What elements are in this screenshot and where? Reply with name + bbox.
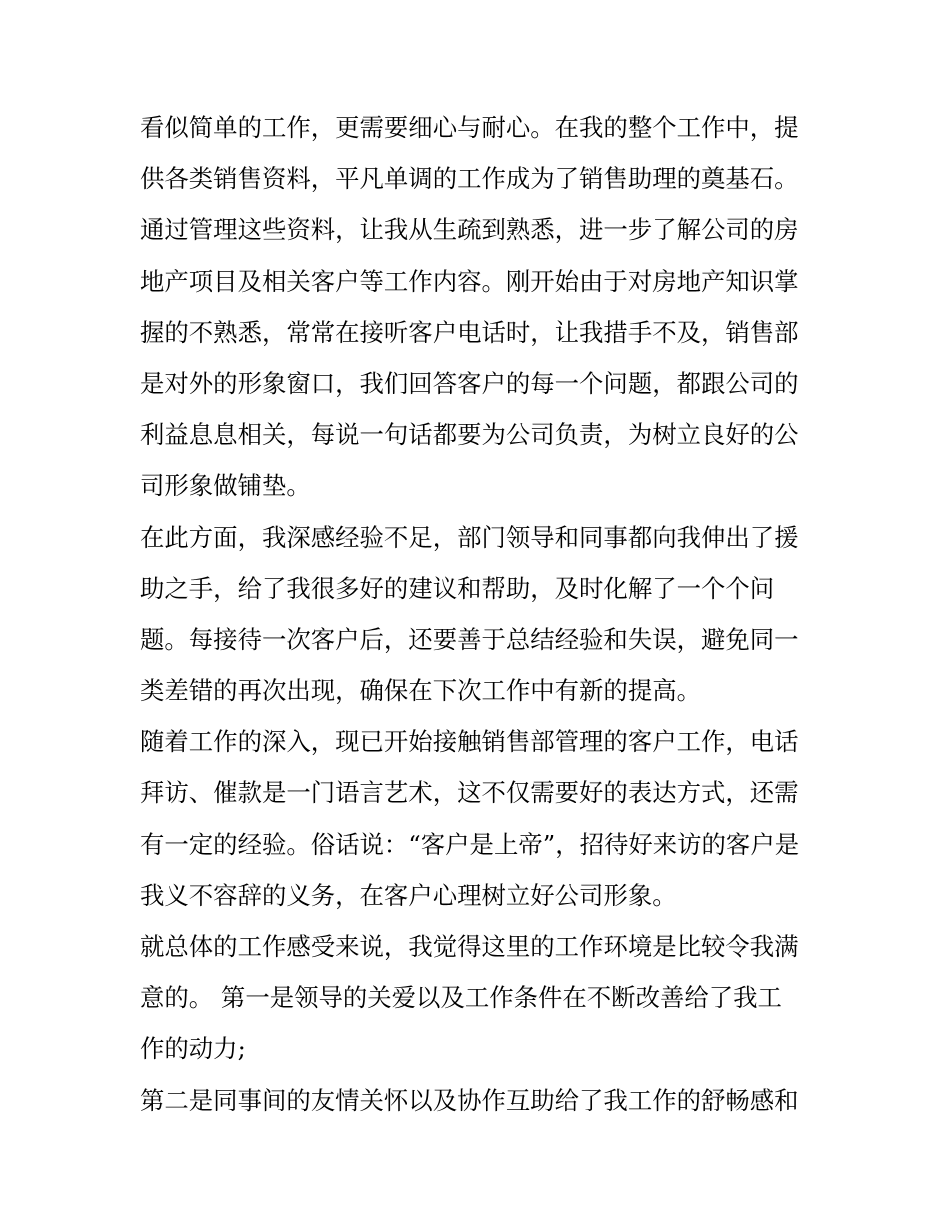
text-line: 在此方面，我深感经验不足，部门领导和同事都向我伸出了援	[140, 522, 799, 552]
body-text	[140, 102, 820, 1126]
text-line: 类差错的再次出现，确保在下次工作中有新的提高。	[140, 676, 701, 706]
text-line: 利益息息相关，每说一句话都要为公司负责，为树立良好的公	[140, 420, 799, 450]
text-line: 第二是同事间的友情关怀以及协作互助给了我工作的舒畅感和	[140, 1085, 799, 1115]
text-line: 通过管理这些资料，让我从生疏到熟悉，进一步了解公司的房	[140, 215, 799, 245]
text-line: 拜访、催款是一门语言艺术，这不仅需要好的表达方式，还需	[140, 778, 799, 808]
text-line: 助之手，给了我很多好的建议和帮助，及时化解了一个个问	[140, 573, 775, 603]
text-line: 看似简单的工作，更需要细心与耐心。在我的整个工作中，提	[140, 113, 799, 142]
text-line: 我义不容辞的义务，在客户心理树立好公司形象。	[140, 880, 677, 910]
text-line: 握的不熟悉，常常在接听客户电话时，让我措手不及，销售部	[140, 317, 799, 347]
text-line: 作的动力;	[140, 1034, 246, 1064]
text-line: 是对外的形象窗口，我们回答客户的每一个问题，都跟公司的	[140, 368, 799, 398]
text-line: 司形象做铺垫。	[140, 471, 311, 501]
text-line: 供各类销售资料，平凡单调的工作成为了销售助理的奠基石。	[140, 164, 799, 194]
text-line: 随着工作的深入，现已开始接触销售部管理的客户工作，电话	[140, 727, 799, 757]
text-line: 题。每接待一次客户后，还要善于总结经验和失误，避免同一	[140, 624, 799, 654]
text-line: 有一定的经验。俗话说：“客户是上帝”，招待好来访的客户是	[140, 829, 800, 859]
text-line: 就总体的工作感受来说，我觉得这里的工作环境是比较令我满	[140, 932, 799, 961]
text-line: 地产项目及相关客户等工作内容。刚开始由于对房地产知识掌	[140, 266, 799, 296]
text-line: 意的。 第一是领导的关爱以及工作条件在不断改善给了我工	[140, 983, 782, 1013]
